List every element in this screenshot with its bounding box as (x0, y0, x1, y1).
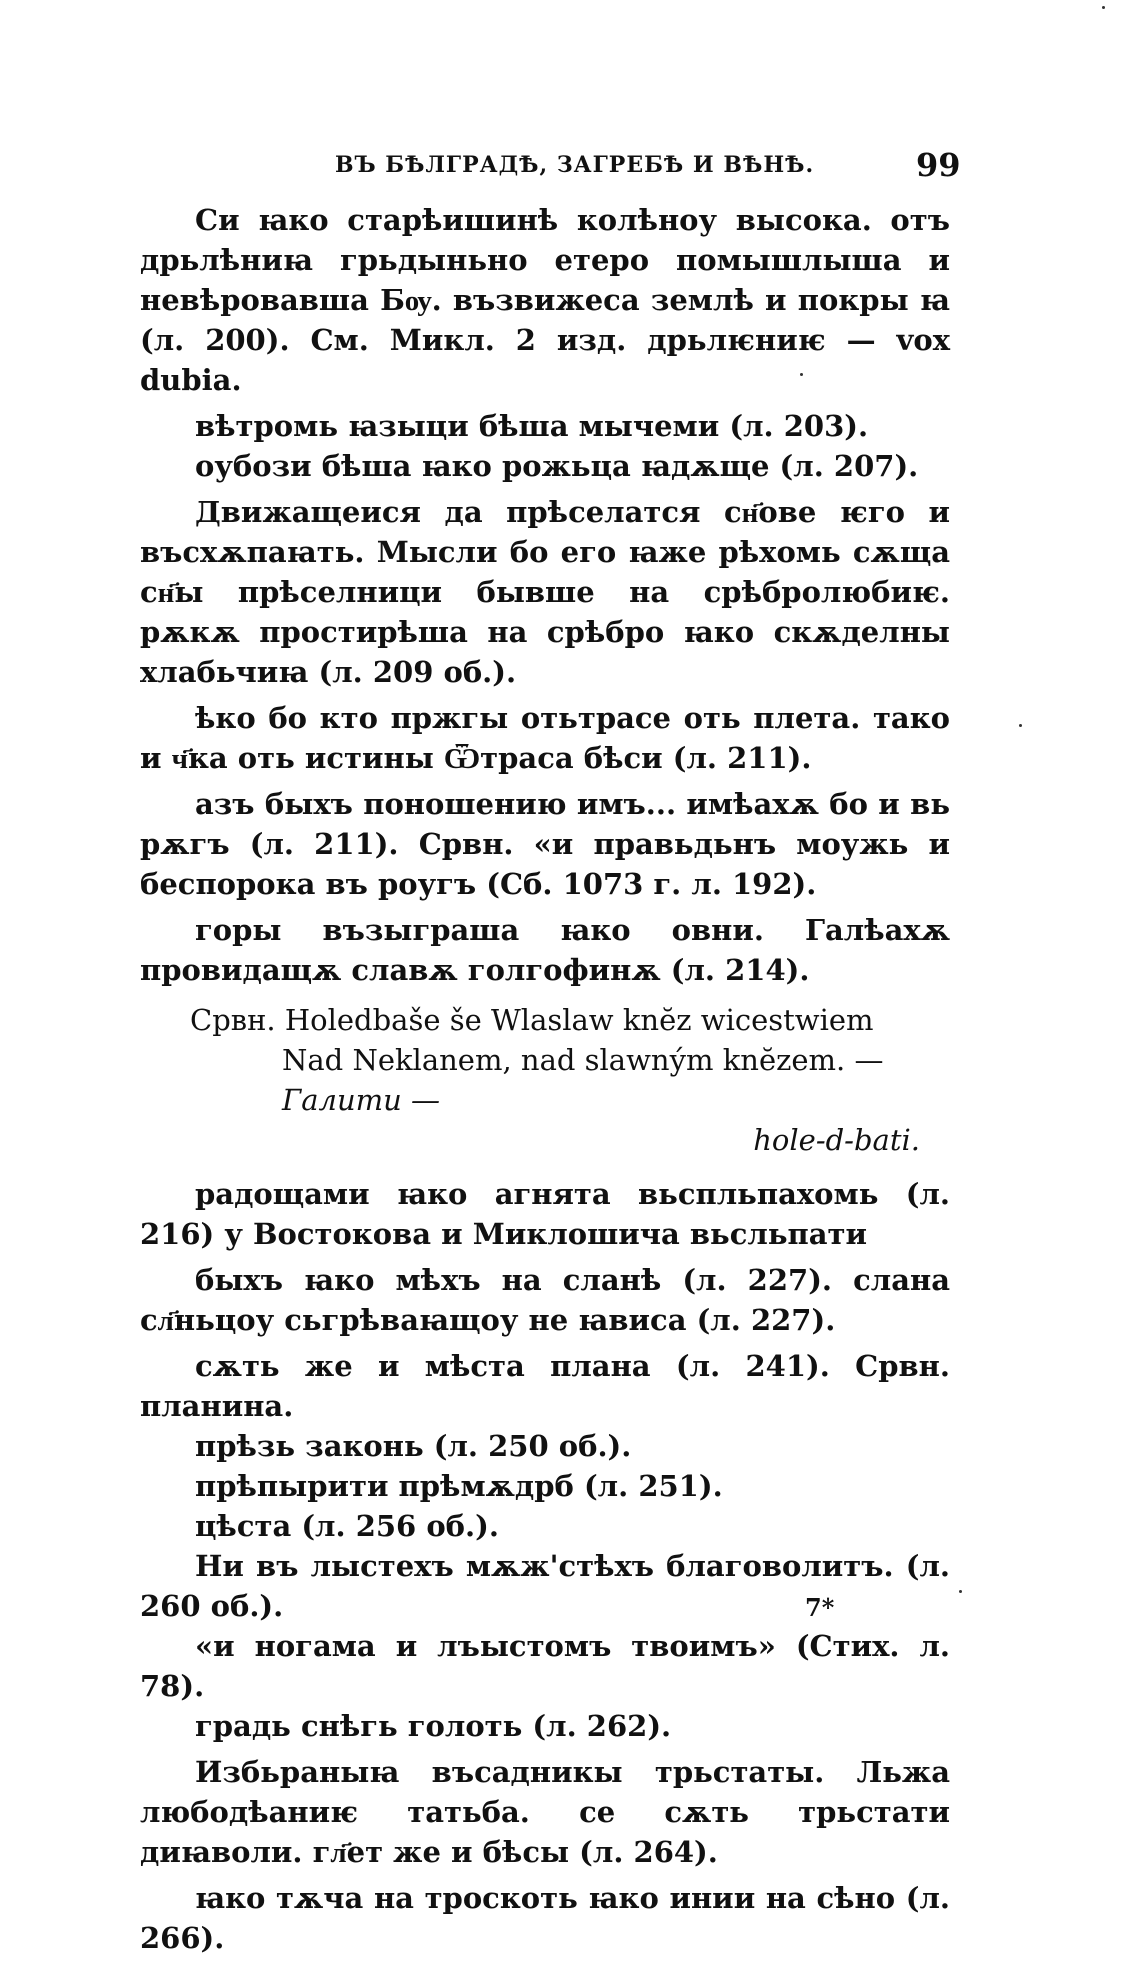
body-text (140, 200, 950, 1964)
paragraph: сѫть же и мѣста плана (л. 241). Срвн. планина. (140, 1349, 950, 1423)
quote-block (140, 1000, 950, 1160)
paragraph: прѣпырити прѣмѫдрб (л. 251). (195, 1469, 723, 1503)
paragraph: Ни въ лыстехъ мѫж'стѣхъ благоволитъ. (л. 260 об.). (140, 1549, 950, 1623)
paragraph: ѣко бо кто пржгы отьтрасе оть плета. тако и ч҃ка оть истины Ѿтраса бѣси (л. 211). (140, 701, 950, 775)
running-head: ВЪ БѢЛГРАДѢ, ЗАГРЕБѢ И ВѢНѢ. (335, 152, 815, 178)
speck (1102, 6, 1105, 9)
paragraph: цѣста (л. 256 об.). (195, 1509, 499, 1543)
quote-text: Holedbaše še Wlaslaw knĕz wicestwiem (284, 1003, 874, 1037)
paragraph: горы възыграша ꙗко овни. Галѣахѫ провидащѫ славѫ голгофинѫ (л. 214). (140, 913, 950, 987)
signature-mark: 7* (805, 1593, 835, 1622)
speck (959, 1590, 962, 1593)
quote-line (282, 1040, 950, 1120)
quote-line (190, 1000, 950, 1040)
paragraph: Движащеися да прѣселатся сн҃ове ѥго и въсхѫпаꙗть. Мысли бо его ꙗже рѣхомь сѫща сн҃ы прѣселници бывше на срѣбролюбиѥ. рѫкѫ простирѣша на срѣбро ꙗко скѫделны хлабьчиꙗ (л. 209 об.). (140, 495, 950, 689)
paragraph: «и ногама и лъыстомъ твоимъ» (Стих. л. 78). (140, 1629, 950, 1703)
paragraph: быхъ ꙗко мѣхъ на сланѣ (л. 227). слана сл҃ньцоу сьгрѣваꙗщоу не ꙗвиса (л. 227). (140, 1263, 950, 1337)
paragraph: оубози бѣша ꙗко рожьца ꙗдѫще (л. 207). (195, 449, 919, 483)
quote-term: Галити — (282, 1083, 441, 1117)
speck (1019, 724, 1022, 727)
quote-label: Срвн. (190, 1003, 276, 1037)
paragraph: радощами ꙗко агнята вьспльпахомь (л. 216) у Востокова и Миклошича вьсльпати (140, 1177, 950, 1251)
paragraph: прѣзь законь (л. 250 об.). (195, 1429, 632, 1463)
speck (800, 373, 803, 376)
paragraph: Си ꙗко старѣишинѣ колѣноу высока. отъ дрьлѣниꙗ грьдыньно етеро помышлыша и невѣровавша Бѹ. възвижеса землѣ и покры ꙗ (л. 200). См. Микл. 2 изд. дрьлѥниѥ — vox dubia. (140, 203, 950, 397)
quote-text: Nad Neklanem, nad slawným knĕzem. — (282, 1043, 884, 1077)
paragraph: ꙗко тѫча на троскоть ꙗко инии на сѣно (л. 266). (140, 1881, 950, 1955)
paragraph: Избьраныꙗ въсадникы трьстаты. Льжа любодѣаниѥ татьба. се сѫть трьстати диꙗволи. гл҃ет же и бѣсы (л. 264). (140, 1755, 950, 1869)
paragraph: азъ быхъ поношению имъ... имѣахѫ бо и вь рѫгъ (л. 211). Срвн. «и правьдьнъ моужь и беспорока въ роугъ (Сб. 1073 г. л. 192). (140, 787, 950, 901)
quote-term: hole-d-bati. (753, 1123, 920, 1157)
page-number: 99 (916, 146, 961, 184)
paragraph: вѣтромь ꙗзыци бѣша мычеми (л. 203). (195, 409, 869, 443)
paragraph: градь снѣгь голоть (л. 262). (195, 1709, 672, 1743)
